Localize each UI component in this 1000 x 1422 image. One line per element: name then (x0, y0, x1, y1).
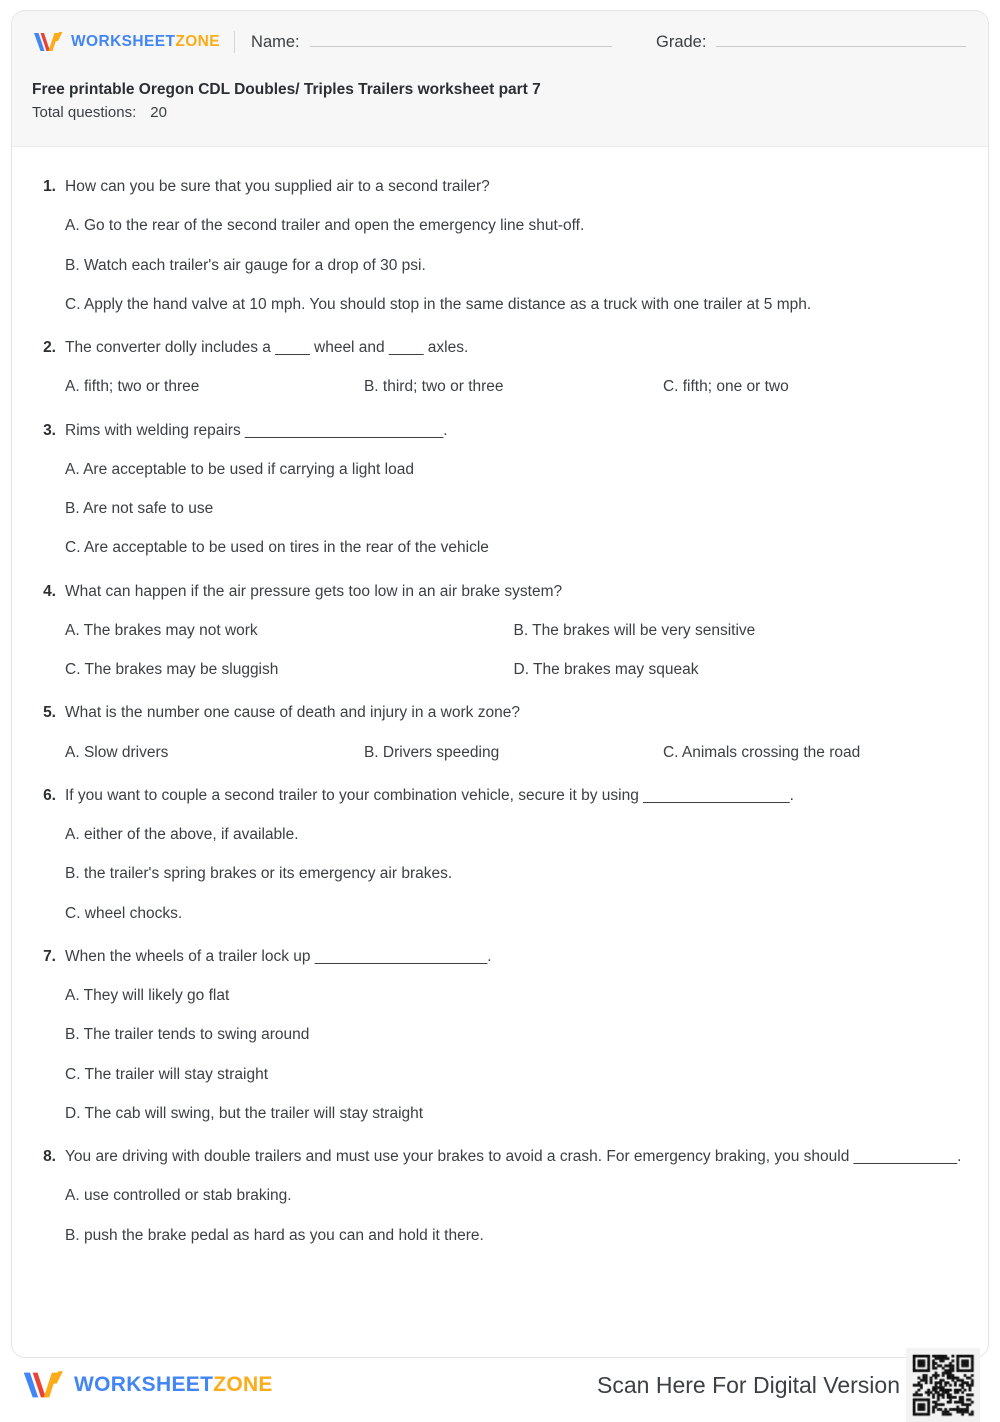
question-header (38, 336, 962, 359)
answer-option[interactable]: B. third; two or three (363, 378, 504, 396)
question-text: What can happen if the air pressure gets too low in an air brake system? (65, 582, 563, 600)
question-number: 3. (43, 421, 56, 439)
page-title: Free printable Oregon CDL Doubles/ Triples Trailers worksheet part 7 (32, 81, 541, 98)
option-list (38, 725, 962, 764)
answer-option[interactable]: B. Drivers speeding (363, 743, 500, 761)
footer-brand-word-zone: ZONE (213, 1373, 273, 1396)
question-header (38, 580, 962, 603)
question-header (38, 175, 962, 198)
total-questions-row (32, 104, 968, 121)
answer-option[interactable]: D. The cab will swing, but the trailer will stay straight (65, 1104, 424, 1122)
question-number: 6. (43, 786, 56, 804)
question-header (38, 945, 962, 968)
header-top-row (12, 11, 988, 73)
question-header (38, 1145, 962, 1168)
answer-option[interactable]: C. Animals crossing the road (662, 743, 861, 761)
worksheet-zone-w-icon (32, 30, 64, 54)
answer-option[interactable]: A. Are acceptable to be used if carrying a light load (65, 460, 414, 478)
question-item (38, 784, 962, 925)
question-text: Rims with welding repairs _______________________. (65, 421, 448, 439)
answer-option[interactable]: A. use controlled or stab braking. (65, 1187, 292, 1205)
worksheet-card (11, 10, 989, 1358)
questions-list (12, 147, 988, 1277)
option-list (38, 984, 962, 1125)
question-item (38, 945, 962, 1125)
footer-brand-logo (21, 1368, 273, 1402)
question-text: You are driving with double trailers and must use your brakes to avoid a crash. For emergency braking, you should ____________. (65, 1148, 962, 1165)
answer-option[interactable]: A. Go to the rear of the second trailer and open the emergency line shut-off. (65, 217, 585, 235)
answer-option[interactable]: A. Slow drivers (65, 743, 169, 761)
option-list (38, 823, 962, 925)
footer-brand-wordmark (74, 1373, 273, 1397)
question-text: If you want to couple a second trailer to your combination vehicle, secure it by using _________________. (65, 786, 794, 804)
brand-logo (32, 30, 220, 54)
answer-option[interactable]: C. Apply the hand valve at 10 mph. You should stop in the same distance as a truck with one trailer at 5 mph. (65, 295, 812, 313)
answer-option[interactable]: B. The trailer tends to swing around (65, 1026, 310, 1044)
answer-option[interactable]: C. The trailer will stay straight (65, 1065, 268, 1083)
question-item (38, 175, 962, 316)
brand-word-worksheet: WORKSHEET (71, 33, 176, 50)
question-text: When the wheels of a trailer lock up ____________________. (65, 947, 492, 965)
answer-option[interactable]: A. either of the above, if available. (65, 826, 299, 843)
option-list (38, 458, 962, 560)
question-header (38, 784, 962, 807)
answer-option[interactable]: C. The brakes may be sluggish (65, 661, 279, 678)
question-number: 2. (43, 339, 56, 356)
grade-label: Grade: (656, 33, 707, 51)
option-list (38, 1184, 962, 1247)
answer-option[interactable]: C. fifth; one or two (662, 378, 789, 396)
answer-option[interactable]: B. Are not safe to use (65, 500, 214, 517)
total-questions-label: Total questions: (32, 104, 137, 122)
worksheet-header (12, 11, 988, 147)
option-list (38, 214, 962, 316)
answer-option[interactable]: C. Are acceptable to be used on tires in the rear of the vehicle (65, 539, 489, 557)
question-header (38, 419, 962, 442)
question-item (38, 336, 962, 399)
question-text: How can you be sure that you supplied air to a second trailer? (65, 178, 490, 195)
scan-section (597, 1348, 980, 1422)
grade-input-line[interactable] (716, 32, 966, 47)
answer-option[interactable]: B. The brakes will be very sensitive (513, 621, 756, 639)
answer-option[interactable]: A. They will likely go flat (65, 987, 230, 1004)
answer-option[interactable]: D. The brakes may squeak (513, 661, 699, 678)
header-divider (234, 31, 235, 53)
question-item (38, 1145, 962, 1247)
question-item (38, 701, 962, 764)
question-number: 1. (43, 178, 56, 195)
answer-option[interactable]: B. the trailer's spring brakes or its emergency air brakes. (65, 865, 453, 883)
question-number: 7. (43, 947, 56, 965)
answer-option[interactable]: B. Watch each trailer's air gauge for a drop of 30 psi. (65, 256, 426, 274)
name-input-line[interactable] (310, 32, 612, 47)
question-item (38, 580, 962, 682)
brand-wordmark (71, 33, 220, 51)
question-number: 4. (43, 582, 56, 600)
answer-option[interactable]: A. The brakes may not work (65, 621, 258, 639)
page-footer (11, 1362, 989, 1408)
brand-word-zone: ZONE (175, 33, 221, 50)
grade-field[interactable] (656, 32, 966, 52)
question-text: The converter dolly includes a ____ wheel and ____ axles. (65, 339, 469, 356)
name-label: Name: (251, 33, 300, 51)
qr-code-icon[interactable] (906, 1348, 980, 1422)
total-questions-value: 20 (150, 104, 167, 122)
scan-label: Scan Here For Digital Version (597, 1371, 900, 1398)
question-number: 5. (43, 704, 56, 722)
footer-worksheet-zone-w-icon (21, 1368, 65, 1402)
question-header (38, 701, 962, 724)
question-item (38, 419, 962, 560)
option-list (38, 359, 962, 398)
answer-option[interactable]: B. push the brake pedal as hard as you can and hold it there. (65, 1226, 484, 1244)
answer-option[interactable]: C. wheel chocks. (65, 904, 183, 922)
footer-brand-word-worksheet: WORKSHEET (74, 1373, 214, 1396)
title-block (12, 73, 988, 121)
answer-option[interactable]: A. fifth; two or three (65, 378, 200, 396)
option-list (38, 603, 962, 682)
name-field[interactable] (251, 32, 612, 52)
question-text: What is the number one cause of death and injury in a work zone? (65, 704, 520, 722)
question-number: 8. (43, 1148, 56, 1165)
